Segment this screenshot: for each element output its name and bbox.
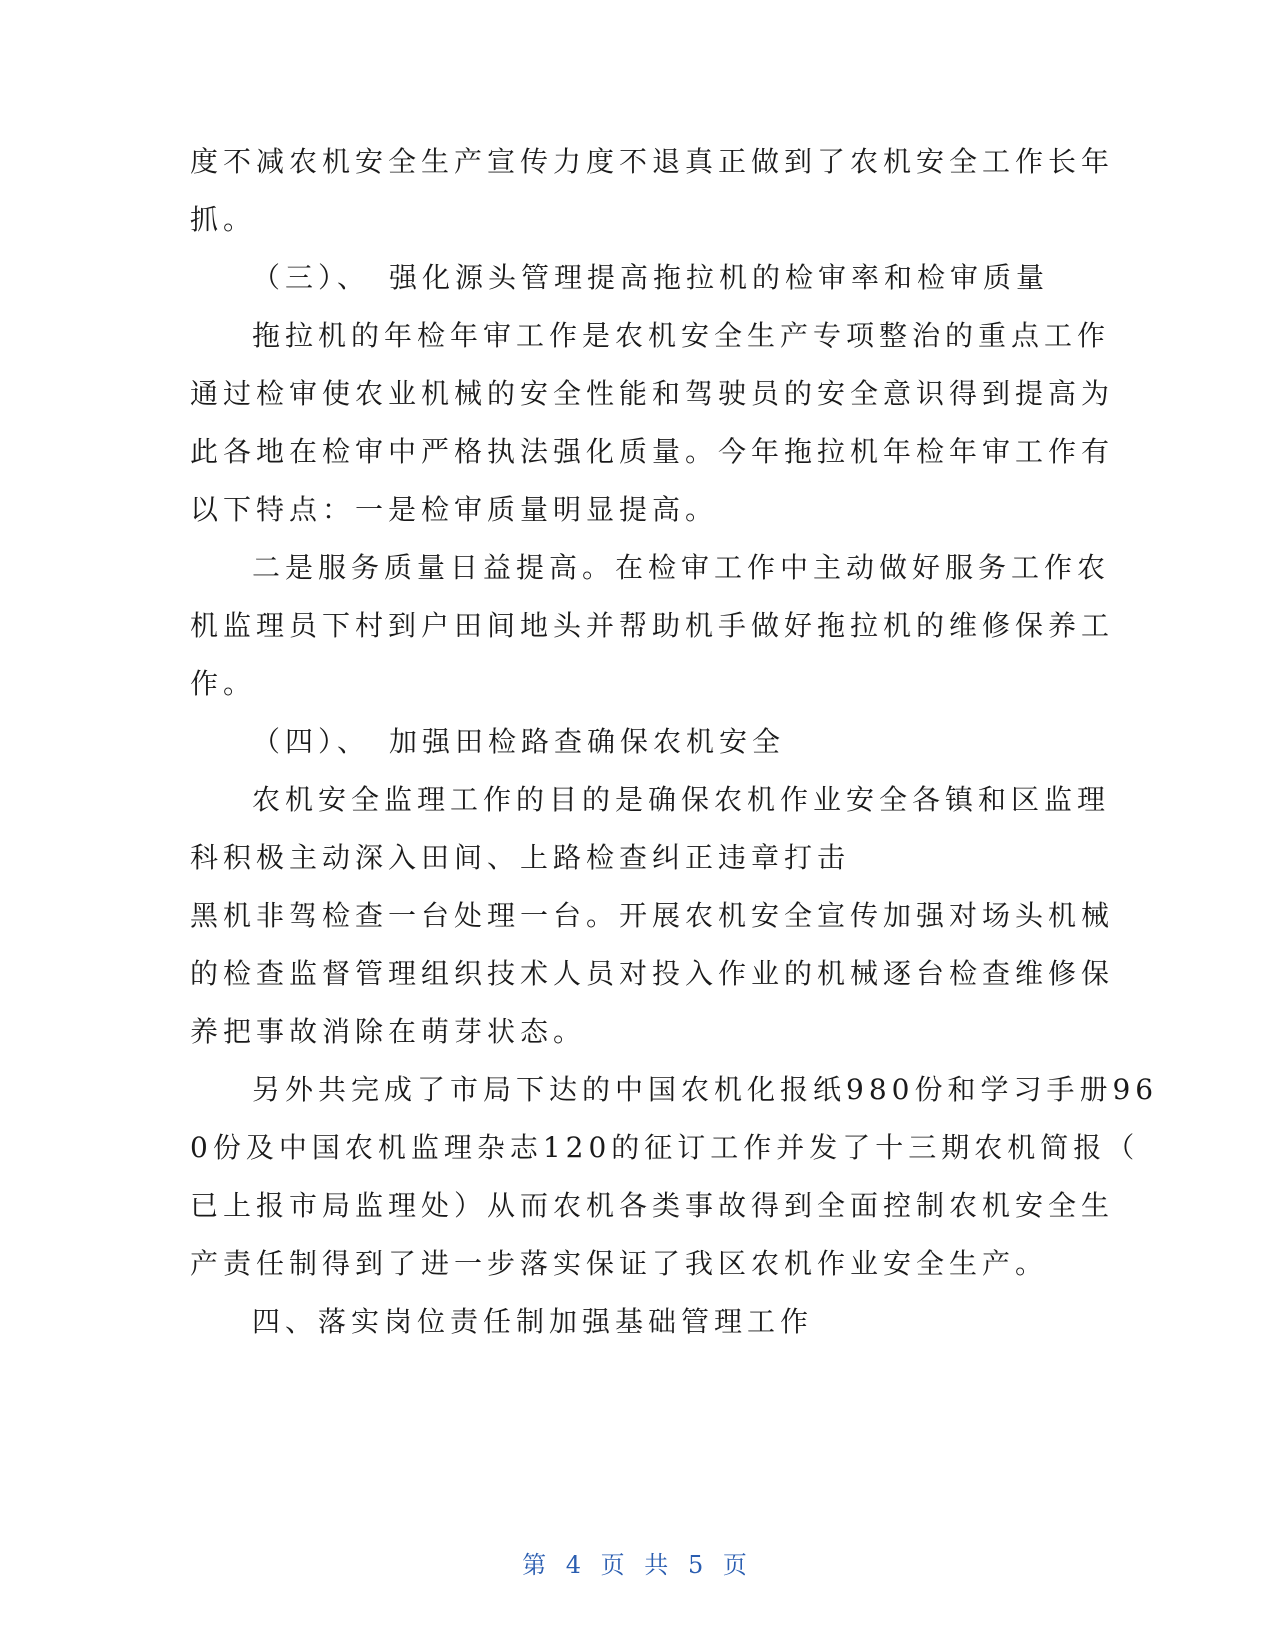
body-line: 已上报市局监理处）从而农机各类事故得到全面控制农机安全生 xyxy=(190,1189,1115,1222)
body-line: 通过检审使农业机械的安全性能和驾驶员的安全意识得到提高为 xyxy=(190,377,1115,410)
page-number-footer: 第 4 页 共 5 页 xyxy=(522,1551,753,1579)
body-line: 以下特点：一是检审质量明显提高。 xyxy=(190,493,719,526)
body-line: 抓。 xyxy=(190,203,257,236)
section-heading-main-4: 四、落实岗位责任制加强基础管理工作 xyxy=(252,1305,814,1338)
paragraph-start: 另外共完成了市局下达的中国农机化报纸980份和学习手册96 xyxy=(252,1073,1159,1106)
body-line: 黑机非驾检查一台处理一台。开展农机安全宣传加强对场头机械 xyxy=(190,899,1115,932)
body-line: 科积极主动深入田间、上路检查纠正违章打击 xyxy=(190,841,851,874)
section-heading-3: （三）、 强化源头管理提高拖拉机的检审率和检审质量 xyxy=(252,261,1050,294)
body-line: 度不减农机安全生产宣传力度不退真正做到了农机安全工作长年 xyxy=(190,145,1115,178)
body-line: 养把事故消除在萌芽状态。 xyxy=(190,1015,587,1048)
paragraph-start: 拖拉机的年检年审工作是农机安全生产专项整治的重点工作 xyxy=(252,319,1111,352)
paragraph-start: 农机安全监理工作的目的是确保农机作业安全各镇和区监理 xyxy=(252,783,1111,816)
body-line: 产责任制得到了进一步落实保证了我区农机作业安全生产。 xyxy=(190,1247,1049,1280)
body-line: 的检查监督管理组织技术人员对投入作业的机械逐台检查维修保 xyxy=(190,957,1115,990)
paragraph-start: 二是服务质量日益提高。在检审工作中主动做好服务工作农 xyxy=(252,551,1111,584)
body-line: 此各地在检审中严格执法强化质量。今年拖拉机年检年审工作有 xyxy=(190,435,1115,468)
section-heading-4: （四）、 加强田检路查确保农机安全 xyxy=(252,725,786,758)
body-line: 0份及中国农机监理杂志120的征订工作并发了十三期农机简报（ xyxy=(190,1131,1140,1164)
body-line: 机监理员下村到户田间地头并帮助机手做好拖拉机的维修保养工 xyxy=(190,609,1115,642)
body-line: 作。 xyxy=(190,667,257,700)
